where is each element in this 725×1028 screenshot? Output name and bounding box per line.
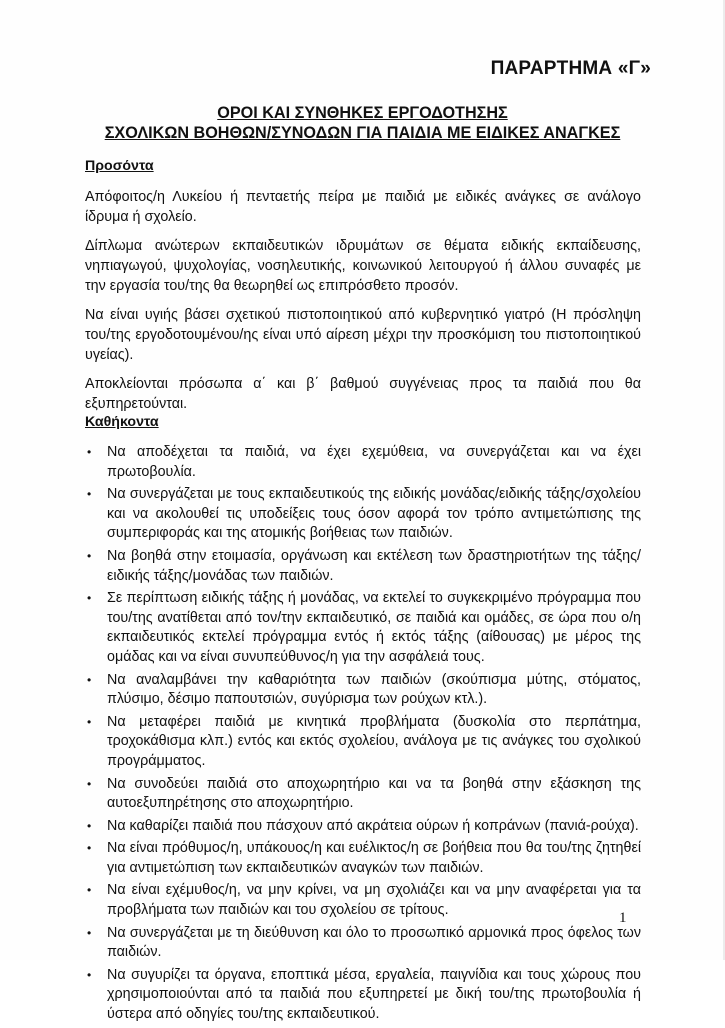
bullet-icon: •	[87, 591, 92, 606]
list-item	[85, 589, 641, 667]
list-item	[85, 443, 641, 482]
duty-text: Να είναι εχέμυθος/η, να μην κρίνει, να μη σχολιάζει και να μην αναφέρεται για τα προβλήματα των παιδιών και του σχολείου σε τρίτους.	[107, 882, 641, 919]
bullet-icon: •	[87, 445, 92, 459]
list-item	[85, 817, 641, 837]
duty-text: Να συνεργάζεται με τους εκπαιδευτικούς της ειδικής μονάδας/ειδικής τάξης/σχολείου και να ακολουθεί τις υποδείξεις τους όσον αφορά τον τρόπο αντιμετώπισης της συμπεριφοράς και της ατομικής βοήθειας των παιδιών.	[107, 486, 641, 542]
list-item	[85, 671, 641, 710]
qualification-paragraph: Δίπλωμα ανώτερων εκπαιδευτικών ιδρυμάτων σε θέματα ειδικής εκπαίδευσης, νηπιαγωγού, ψυχολογίας, νοσηλευτικής, κοινωνικού λειτουργού ή άλλου συναφές με την εργασία του/της θα θεωρηθεί ως επιπρόσθετο προσόν.	[85, 238, 641, 294]
qualifications-heading: Προσόντα	[85, 158, 154, 174]
list-item	[85, 924, 641, 963]
list-item	[85, 775, 641, 814]
qualification-paragraph: Αποκλείονται πρόσωπα α΄ και β΄ βαθμού συγγένειας προς τα παιδιά που θα εξυπηρετούνται.	[85, 376, 641, 412]
bullet-icon: •	[87, 776, 92, 791]
duty-text: Να είναι πρόθυμος/η, υπάκουος/η και ευέλικτος/η σε βοήθεια που θα του/της ζητηθεί για αντιμετώπιση των εκπαιδευτικών αναγκών των παιδιών.	[107, 840, 641, 876]
duty-text: Να συνοδεύει παιδιά στο αποχωρητήριο και να τα βοηθά στην εξάσκηση της αυτοεξυπηρέτησης στο αποχωρητήριο.	[107, 775, 641, 812]
bullet-icon: •	[87, 672, 92, 687]
document-title	[85, 103, 640, 143]
bullet-icon: •	[87, 818, 92, 833]
bullet-icon: •	[87, 841, 92, 856]
bullet-icon: •	[87, 967, 92, 982]
duty-text: Να μεταφέρει παιδιά με κινητικά προβλήματα (δυσκολία στο περπάτημα, τροχοκάθισμα κλπ.) εντός και εκτός σχολείου, ανάλογα με τις ανάγκες του σχολικού προγράμματος.	[107, 713, 641, 769]
bullet-icon: •	[87, 548, 92, 563]
annex-title: ΠΑΡΑΡΤΗΜΑ «Γ»	[490, 58, 651, 79]
list-item	[85, 839, 641, 878]
duty-text: Να αναλαμβάνει την καθαριότητα των παιδιών (σκούπισμα μύτης, στόματος, πλύσιμο, δέσιμο παπουτσιών, συγύρισμα των ρούχων κτλ.).	[107, 671, 641, 708]
duty-text: Σε περίπτωση ειδικής τάξης ή μονάδας, να εκτελεί το συγκεκριμένο πρόγραμμα που του/της ανατίθεται από τον/την εκπαιδευτικό, σε παιδιά και ομάδες, σε ώρα που ο/η εκπαιδευτικός εκτελεί πρόγραμμα εντός ή εκτός τάξης (αίθουσας) με μέρος της ομάδας και να είναι συνυπεύθυνος/η για την ασφάλειά τους.	[107, 590, 641, 665]
list-item	[85, 485, 641, 544]
page-number: 1	[619, 910, 627, 926]
duty-text: Να συγυρίζει τα όργανα, εποπτικά μέσα, εργαλεία, παιγνίδια και τους χώρους που χρησιμοποιούνται από τα παιδιά που εξυπηρετεί με δική του/της πρωτοβουλία ή ύστερα από οδηγίες του/της εκπαιδευτικού.	[107, 966, 641, 1023]
bullet-icon: •	[87, 925, 92, 940]
qualification-paragraph: Απόφοιτος/η Λυκείου ή πενταετής πείρα με παιδιά με ειδικές ανάγκες σε ανάλογο ίδρυμα ή σχολείο.	[85, 189, 641, 225]
duty-text: Να βοηθά στην ετοιμασία, οργάνωση και εκτέλεση των δραστηριοτήτων της τάξης/ειδικής τάξης/μονάδας των παιδιών.	[107, 547, 641, 584]
list-item	[85, 881, 641, 920]
duty-text: Να συνεργάζεται με τη διεύθυνση και όλο το προσωπικό αρμονικά προς όφελος των παιδιών.	[107, 924, 641, 961]
list-item	[85, 966, 641, 1025]
document-title-line-2: ΣΧΟΛΙΚΩΝ ΒΟΗΘΩΝ/ΣΥΝΟΔΩΝ ΓΙΑ ΠΑΙΔΙΑ ΜΕ ΕΙΔΙΚΕΣ ΑΝΑΓΚΕΣ	[104, 124, 621, 142]
duty-text: Να καθαρίζει παιδιά που πάσχουν από ακράτεια ούρων ή κοπράνων (πανιά-ρούχα).	[107, 817, 639, 834]
list-item	[85, 713, 641, 772]
bullet-icon: •	[87, 487, 92, 502]
qualification-paragraph: Να είναι υγιής βάσει σχετικού πιστοποιητικού από κυβερνητικό γιατρό (Η πρόσληψη του/της εργοδοτουμένου/ης είναι υπό αίρεση μέχρι την προσκόμιση του πιστοποιητικού υγείας).	[85, 307, 641, 363]
document-title-line-1: ΟΡΟΙ ΚΑΙ ΣΥΝΘΗΚΕΣ ΕΡΓΟΔΟΤΗΣΗΣ	[217, 104, 508, 122]
duties-list	[85, 443, 641, 1028]
duty-text: Να αποδέχεται τα παιδιά, να έχει εχεμύθεια, να συνεργάζεται και να έχει πρωτοβουλία.	[107, 444, 641, 480]
bullet-icon: •	[87, 714, 92, 729]
list-item	[85, 547, 641, 586]
duties-heading: Καθήκοντα	[85, 414, 159, 430]
bullet-icon: •	[87, 883, 92, 898]
